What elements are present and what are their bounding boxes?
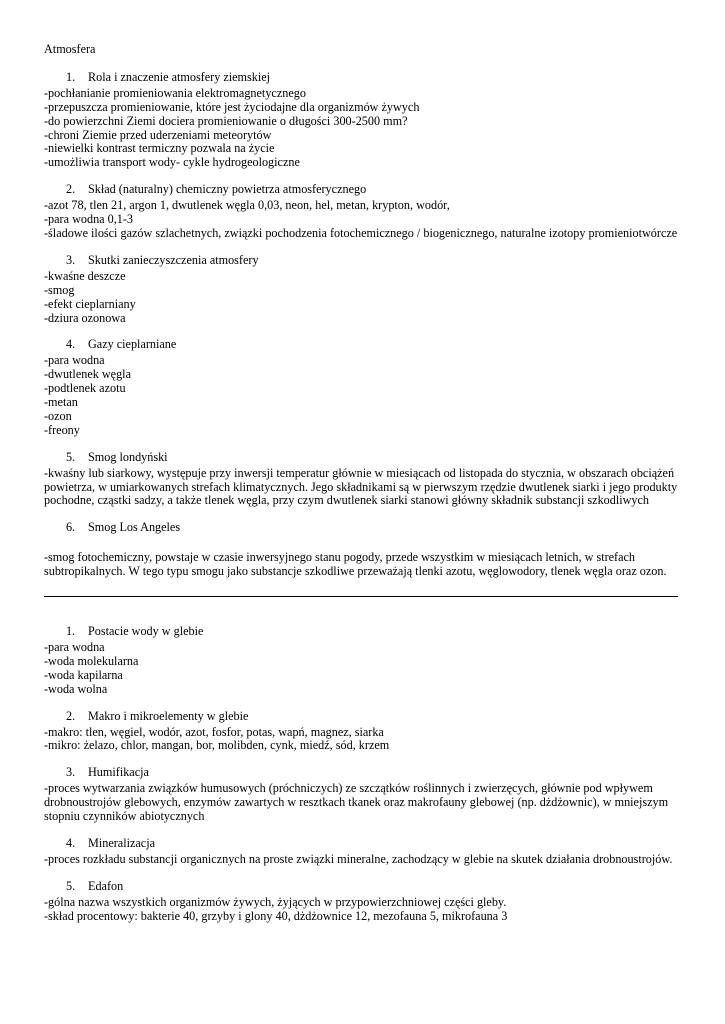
text-line: -azot 78, tlen 21, argon 1, dwutlenek węgla 0,03, neon, hel, metan, krypton, wodór, xyxy=(44,198,450,213)
soil-section xyxy=(44,625,684,923)
horizontal-divider xyxy=(44,596,678,597)
section-heading-text: Makro i mikroelementy w glebie xyxy=(88,708,249,723)
text-line: -makro: tlen, węgiel, wodór, azot, fosfor, potas, wapń, magnez, siarka xyxy=(44,724,384,739)
section-number: 2. xyxy=(66,182,76,197)
text-line: -gólna nazwa wszystkich organizmów żywych, żyjących w przypowierzchniowej części gleby. xyxy=(44,894,507,909)
text-line: -freony xyxy=(44,422,80,437)
text-line: -kwaśne deszcze xyxy=(44,268,126,283)
section-number: 5. xyxy=(66,449,76,464)
section-heading-text: Smog Los Angeles xyxy=(88,520,181,535)
text-line: -proces wytwarzania związków humusowych (próchniczych) ze szczątków roślinnych i zwierzęcych, głównie pod wpływem xyxy=(44,781,653,796)
section-heading xyxy=(44,710,684,724)
text-line: stopniu czynników abiotycznych xyxy=(44,809,205,824)
section-heading-text: Skład (naturalny) chemiczny powietrza atmosferycznego xyxy=(88,182,367,197)
section-number: 1. xyxy=(66,69,76,84)
section-heading-text: Gazy cieplarniane xyxy=(88,337,177,352)
section-number: 2. xyxy=(66,708,76,723)
section-heading-text: Skutki zanieczyszczenia atmosfery xyxy=(88,252,259,267)
text-line: -przepuszcza promieniowanie, które jest życiodajne dla organizmów żywych xyxy=(44,99,420,114)
text-line: -skład procentowy: bakterie 40, grzyby i glony 40, dżdżownice 12, mezofauna 5, mikrofauna 3 xyxy=(44,908,508,923)
text-line: -woda kapilarna xyxy=(44,667,123,682)
section-heading-text: Mineralizacja xyxy=(88,835,155,850)
text-line: -mikro: żelazo, chlor, mangan, bor, molibden, cynk, miedź, sód, krzem xyxy=(44,738,390,753)
section-number: 3. xyxy=(66,252,76,267)
text-line: -para wodna xyxy=(44,353,105,368)
text-line: -efekt cieplarniany xyxy=(44,296,136,311)
section-heading-text: Edafon xyxy=(88,878,124,893)
section-heading xyxy=(44,880,684,894)
atmosphere-section xyxy=(44,71,684,579)
atmosphere-item-5 xyxy=(44,451,684,509)
text-line: -chroni Ziemie przed uderzeniami meteorytów xyxy=(44,127,272,142)
text-line: -proces rozkładu substancji organicznych na proste związki mineralne, zachodzący w glebie na skutek działania drobnoustrojów. xyxy=(44,851,673,866)
section-heading xyxy=(44,338,684,352)
text-line: drobnoustrojów glebowych, enzymów zawartych w resztkach tkanek oraz makrofauny glebowej (np. dżdżownic), w mniejszym xyxy=(44,795,669,810)
section-heading xyxy=(44,521,684,535)
text-line: -metan xyxy=(44,395,78,410)
section-number: 1. xyxy=(66,624,76,639)
text-line: -para wodna xyxy=(44,640,105,654)
text-line: -ozon xyxy=(44,408,72,423)
text-line: -woda molekularna xyxy=(44,653,139,668)
section-heading xyxy=(44,766,684,780)
text-line: -para wodna 0,1-3 xyxy=(44,212,134,227)
text-line: -smog xyxy=(44,282,75,297)
text-line: subtropikalnych. W tego typu smogu jako substancje szkodliwe przeważają tlenki azotu, węglowodory, tlenek węgla oraz ozon. xyxy=(44,564,667,579)
atmosphere-item-3 xyxy=(44,254,684,326)
section-number: 6. xyxy=(66,520,76,535)
text-line: -pochłanianie promieniowania elektromagnetycznego xyxy=(44,85,306,100)
section-heading-text: Humifikacja xyxy=(88,765,149,780)
text-line: -woda wolna xyxy=(44,681,108,696)
text-line: powietrza, w umiarkowanych strefach klimatycznych. Jego składnikami są w pierwszym rzędzie dwutlenek siarki i jego produkty xyxy=(44,479,678,494)
section-heading-text: Postacie wody w glebie xyxy=(88,624,204,639)
section-heading xyxy=(44,625,684,639)
atmosphere-item-4 xyxy=(44,338,684,437)
section-heading xyxy=(44,254,684,268)
soil-item-1 xyxy=(44,625,684,697)
document-title: Atmosfera xyxy=(44,42,96,56)
text-line: -dwutlenek węgla xyxy=(44,367,131,382)
section-number: 5. xyxy=(66,878,76,893)
section-heading xyxy=(44,183,684,197)
text-line: -podtlenek azotu xyxy=(44,381,126,396)
section-number: 3. xyxy=(66,765,76,780)
document-body xyxy=(44,43,684,937)
text-line: -niewielki kontrast termiczny pozwala na życie xyxy=(44,141,275,156)
soil-item-4 xyxy=(44,837,684,867)
section-number: 4. xyxy=(66,835,76,850)
section-number: 4. xyxy=(66,337,76,352)
blank-line xyxy=(44,537,684,551)
text-line: -śladowe ilości gazów szlachetnych, związki pochodzenia fotochemicznego / biogenicznego, naturalne izotopy promieniotwórcze xyxy=(44,225,678,240)
text-line: -umożliwia transport wody- cykle hydrogeologiczne xyxy=(44,155,300,170)
text-line: -dziura ozonowa xyxy=(44,310,126,325)
section-heading xyxy=(44,71,684,85)
soil-item-5 xyxy=(44,880,684,924)
atmosphere-item-1 xyxy=(44,71,684,170)
soil-item-2 xyxy=(44,710,684,754)
atmosphere-item-2 xyxy=(44,183,684,241)
soil-item-3 xyxy=(44,766,684,824)
text-line: pochodne, cząstki sadzy, a także tlenek węgla, przy czym dwutlenek siarki stanowi główny składnik substancji szkodliwych xyxy=(44,493,650,508)
text-line: -kwaśny lub siarkowy, występuje przy inwersji temperatur głównie w miesiącach od listopada do stycznia, w obszarach obciążeń xyxy=(44,465,675,480)
section-heading-text: Smog londyński xyxy=(88,449,168,464)
text-line: -smog fotochemiczny, powstaje w czasie inwersyjnego stanu pogody, przede wszystkim w miesiącach letnich, w strefach xyxy=(44,550,636,565)
section-heading xyxy=(44,451,684,465)
atmosphere-item-6 xyxy=(44,521,684,579)
section-heading xyxy=(44,837,684,851)
text-line: -do powierzchni Ziemi dociera promieniowanie o długości 300-2500 mm? xyxy=(44,113,408,128)
section-heading-text: Rola i znaczenie atmosfery ziemskiej xyxy=(88,69,271,84)
